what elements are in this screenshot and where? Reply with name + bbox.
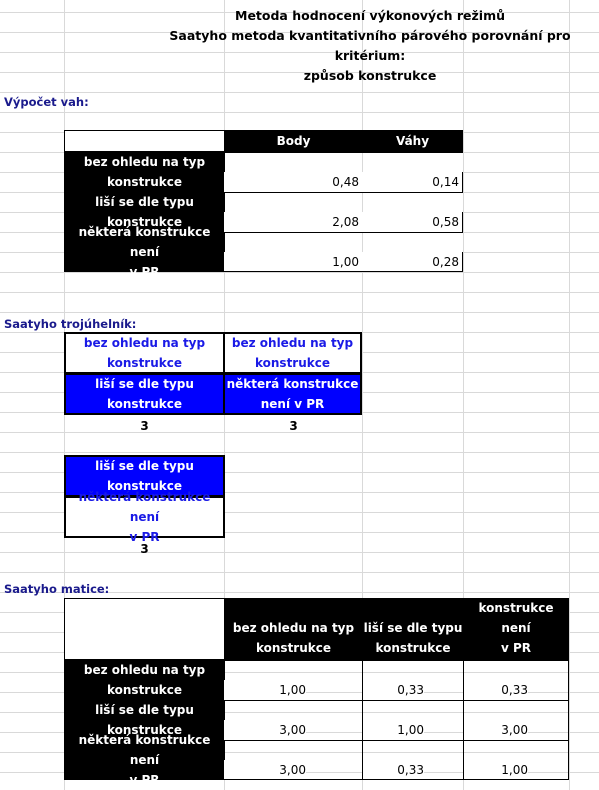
weights-body-value[interactable]: 0,48 <box>224 172 363 192</box>
weights-vahy-value[interactable]: 0,28 <box>362 252 463 272</box>
cell-line: konstrukce <box>106 479 183 493</box>
matrix-col-header[interactable] <box>224 598 363 660</box>
triangle-bottom-right[interactable] <box>223 373 362 415</box>
cell-line: konstrukce <box>106 356 183 370</box>
col-header-body[interactable]: Body <box>224 130 363 152</box>
weights-corner-cell[interactable] <box>64 130 225 152</box>
header-line: konstrukce <box>375 641 451 655</box>
header-line: konstrukce <box>255 641 332 655</box>
row-label-line: některá konstrukce není <box>78 733 211 767</box>
matrix-corner-cell[interactable] <box>64 598 225 660</box>
cell-line: konstrukce <box>106 397 183 411</box>
row-label-line: liší se dle typu <box>95 703 194 717</box>
matrix-value[interactable]: 3,00 <box>224 720 306 740</box>
row-label-line: liší se dle typu <box>95 195 194 209</box>
matrix-value[interactable]: 3,00 <box>224 760 306 780</box>
cell-line: není v PR <box>260 397 325 411</box>
row-label-line: v PR <box>129 265 160 279</box>
sheet-title <box>160 6 580 86</box>
title-line-1: Metoda hodnocení výkonových režimů <box>235 8 505 23</box>
title-line-2: Saatyho metoda kvantitativního párového porovnání pro kritérium: <box>169 28 571 63</box>
cell-line: liší se dle typu <box>95 459 194 473</box>
grid-row-line <box>0 92 599 93</box>
row-label-line: konstrukce <box>106 175 183 189</box>
header-line: bez ohledu na typ <box>232 621 355 635</box>
weights-body-value[interactable]: 1,00 <box>224 252 363 272</box>
row-label-line: bez ohledu na typ <box>83 663 206 677</box>
matrix-value[interactable]: 0,33 <box>362 760 424 780</box>
header-line: některá <box>489 581 543 595</box>
cell-line: liší se dle typu <box>95 377 194 391</box>
triangle-count-left: 3 <box>140 419 149 433</box>
cell-line: bez ohledu na typ <box>83 336 206 350</box>
weights-section-label: Výpočet vah: <box>4 95 89 109</box>
weights-body-value[interactable]: 2,08 <box>224 212 363 232</box>
header-line: v PR <box>500 641 532 655</box>
grid-row-line <box>0 452 599 453</box>
triangle-top-left[interactable] <box>64 332 225 374</box>
grid-row-line <box>0 272 599 273</box>
grid-row-line <box>0 112 599 113</box>
matrix-value[interactable]: 3,00 <box>463 720 528 740</box>
header-line: liší se dle typu <box>363 621 463 635</box>
triangle-bottom-left[interactable] <box>64 373 225 415</box>
cell-line: některá konstrukce není <box>78 490 211 524</box>
col-header-vahy[interactable]: Váhy <box>362 130 463 152</box>
matrix-value[interactable]: 1,00 <box>224 680 306 700</box>
row-label-line: konstrukce <box>106 215 183 229</box>
matrix-row-label[interactable] <box>64 660 225 700</box>
row-label-line: v PR <box>129 773 160 787</box>
matrix-col-header[interactable] <box>463 581 569 660</box>
matrix-value[interactable]: 1,00 <box>463 760 528 780</box>
triangle-count-right: 3 <box>289 419 298 433</box>
triangle-section-label: Saatyho trojúhelník: <box>4 317 137 331</box>
matrix-col-header[interactable] <box>362 598 464 660</box>
weights-row-label[interactable] <box>64 152 225 192</box>
triangle-second-bottom[interactable] <box>64 490 225 544</box>
matrix-section-label: Saatyho matice: <box>4 582 110 596</box>
cell-line: konstrukce <box>254 356 331 370</box>
cell-line: v PR <box>129 530 160 544</box>
title-line-3: způsob konstrukce <box>303 68 437 83</box>
triangle-count-second: 3 <box>140 542 149 556</box>
row-label-line: bez ohledu na typ <box>83 155 206 169</box>
matrix-value[interactable]: 1,00 <box>362 720 424 740</box>
grid-row-line <box>0 292 599 293</box>
weights-vahy-value[interactable]: 0,58 <box>362 212 463 232</box>
row-label-line: konstrukce <box>106 683 183 697</box>
row-label-line: některá konstrukce není <box>78 225 211 259</box>
matrix-value[interactable]: 0,33 <box>463 680 528 700</box>
cell-line: bez ohledu na typ <box>231 336 354 350</box>
weights-vahy-value[interactable]: 0,14 <box>362 172 463 192</box>
triangle-top-right[interactable] <box>223 332 362 374</box>
grid-row-line <box>0 312 599 313</box>
header-line: konstrukce není <box>478 601 554 635</box>
grid-row-line <box>0 572 599 573</box>
matrix-value[interactable]: 0,33 <box>362 680 424 700</box>
matrix-row-label[interactable] <box>64 733 225 787</box>
weights-row-label[interactable] <box>64 225 225 279</box>
cell-line: některá konstrukce <box>226 377 359 391</box>
row-label-line: konstrukce <box>106 723 183 737</box>
